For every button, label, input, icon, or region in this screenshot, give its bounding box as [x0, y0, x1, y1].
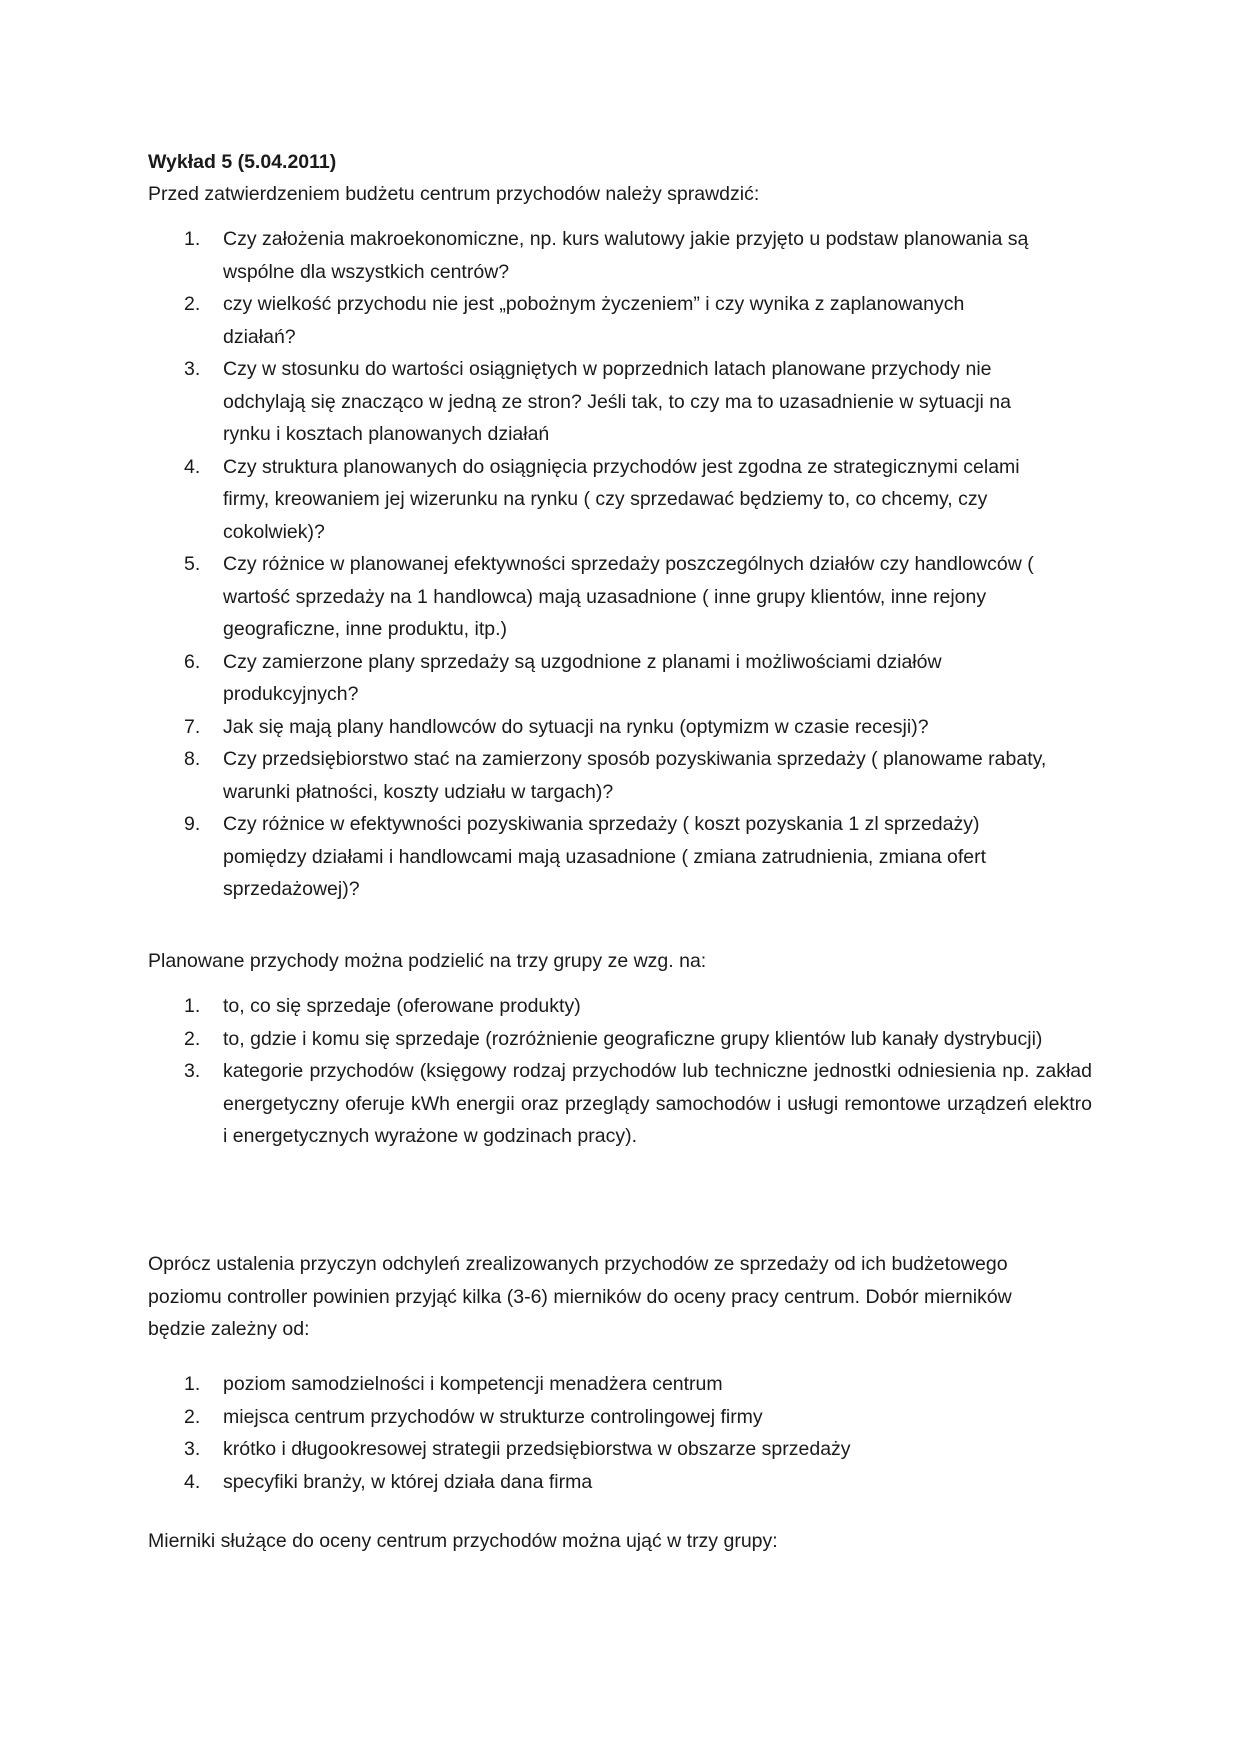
- list-item: 9. Czy różnice w efektywności pozyskiwania sprzedaży ( koszt pozyskania 1 zl sprzedaży) pomiędzy działami i handlowcami mają uzasadnione ( zmiana zatrudnienia, zmiana ofert sprzedażowej)?: [184, 813, 987, 900]
- groups-paragraph: Planowane przychody można podzielić na trzy grupy ze wzg. na:: [148, 950, 707, 972]
- list-item-text: Czy w stosunku do wartości osiągniętych w poprzednich latach planowane przychody nie odchylają się znacząco w jedną ze stron? Jeśli tak, to czy ma to uzasadnienie w sytuacji na rynku i kosztach planowanych działań: [223, 358, 1011, 445]
- list-item: 3. Czy w stosunku do wartości osiągniętych w poprzednich latach planowane przychody nie odchylają się znacząco w jedną ze stron? Jeśli tak, to czy ma to uzasadnienie w sytuacji na rynku i kosztach planowanych działań: [184, 358, 1011, 445]
- list-item: 6. Czy zamierzone plany sprzedaży są uzgodnione z planami i możliwościami działów produkcyjnych?: [184, 650, 942, 705]
- list-item: 1. to, co się sprzedaje (oferowane produkty): [184, 995, 581, 1017]
- list-item-text: miejsca centrum przychodów w strukturze controlingowej firmy: [223, 1405, 763, 1428]
- list-item: 3. krótko i długookresowej strategii przedsiębiorstwa w obszarze sprzedaży: [184, 1438, 851, 1460]
- list-item: 7. Jak się mają plany handlowców do sytuacji na rynku (optymizm w czasie recesji)?: [184, 715, 929, 738]
- list-item: 2. to, gdzie i komu się sprzedaje (rozróżnienie geograficzne grupy klientów lub kanały dystrybucji): [184, 1027, 1043, 1050]
- list-item: 8. Czy przedsiębiorstwo stać na zamierzony sposób pozyskiwania sprzedaży ( planowame rabaty, warunki płatności, koszty udziału w targach)?: [184, 748, 1047, 803]
- list-item-text: Czy struktura planowanych do osiągnięcia przychodów jest zgodna ze strategicznymi celami firmy, kreowaniem jej wizerunku na rynku ( czy sprzedawać będziemy to, co chcemy, czy cokolwiek)?: [223, 455, 1020, 543]
- list-item-text: poziom samodzielności i kompetencji menadżera centrum: [223, 1373, 723, 1395]
- list-item-text: Czy zamierzone plany sprzedaży są uzgodnione z planami i możliwościami działów produkcyjnych?: [223, 650, 942, 705]
- list-item-text: Czy różnice w efektywności pozyskiwania sprzedaży ( koszt pozyskania 1 zl sprzedaży) pomiędzy działami i handlowcami mają uzasadnione ( zmiana zatrudnienia, zmiana ofert sprzedażowej)?: [223, 813, 987, 900]
- list-item-text: czy wielkość przychodu nie jest „pobożnym życzeniem” i czy wynika z zaplanowanych działań?: [223, 293, 965, 348]
- intro-paragraph: Przed zatwierdzeniem budżetu centrum przychodów należy sprawdzić:: [148, 183, 760, 205]
- list-item: 3. kategorie przychodów (księgowy rodzaj przychodów lub techniczne jednostki odniesienia np. zakład energetyczny oferuje kWh energii oraz przeglądy samochodów i usługi remontowe urządzeń elektro i energetycznych wyrażone w godzinach pracy).: [184, 1060, 1092, 1147]
- list-item-text: kategorie przychodów (księgowy rodzaj przychodów lub techniczne jednostki odniesienia np. zakład energetyczny oferuje kWh energii oraz przeglądy samochodów i usługi remontowe urządzeń elektro i energetycznych wyrażone w godzinach pracy).: [223, 1060, 1092, 1147]
- checklist-list: [148, 223, 1092, 906]
- list-item-text: Czy przedsiębiorstwo stać na zamierzony sposób pozyskiwania sprzedaży ( planowame rabaty, warunki płatności, koszty udziału w targach)?: [223, 748, 1047, 803]
- list-item-text: to, co się sprzedaje (oferowane produkty): [223, 995, 581, 1017]
- document-page: [148, 0, 1092, 1754]
- list-item-text: krótko i długookresowej strategii przedsiębiorstwa w obszarze sprzedaży: [223, 1438, 851, 1460]
- list-item: 1. poziom samodzielności i kompetencji menadżera centrum: [184, 1373, 723, 1395]
- list-item-text: Czy różnice w planowanej efektywności sprzedaży poszczególnych działów czy handlowców ( wartość sprzedaży na 1 handlowca) mają uzasadnione ( inne grupy klientów, inne rejony geograficzne, inne produktu, itp.): [223, 553, 1034, 640]
- list-item: 4. specyfiki branży, w której działa dana firma: [184, 1470, 593, 1493]
- list-item: 4. Czy struktura planowanych do osiągnięcia przychodów jest zgodna ze strategicznymi celami firmy, kreowaniem jej wizerunku na rynku ( czy sprzedawać będziemy to, co chcemy, czy cokolwiek)?: [184, 455, 1020, 543]
- list-item: 2. czy wielkość przychodu nie jest „pobożnym życzeniem” i czy wynika z zaplanowanych działań?: [184, 293, 965, 348]
- metrics-factors-list: [148, 1368, 1092, 1498]
- controller-paragraph: Oprócz ustalenia przyczyn odchyleń zrealizowanych przychodów ze sprzedaży od ich budżetowego poziomu controller powinien przyjąć kilka (3-6) mierników do oceny pracy centrum. Dobór mierników będzie zależny od:: [148, 1253, 1012, 1340]
- list-item: 2. miejsca centrum przychodów w strukturze controlingowej firmy: [184, 1405, 763, 1428]
- list-item-text: to, gdzie i komu się sprzedaje (rozróżnienie geograficzne grupy klientów lub kanały dystrybucji): [223, 1027, 1043, 1050]
- list-item-text: Czy założenia makroekonomiczne, np. kurs walutowy jakie przyjęto u podstaw planowania są wspólne dla wszystkich centrów?: [223, 228, 1029, 283]
- lecture-title: Wykład 5 (5.04.2011): [148, 151, 337, 173]
- list-item: 1. Czy założenia makroekonomiczne, np. kurs walutowy jakie przyjęto u podstaw planowania są wspólne dla wszystkich centrów?: [184, 228, 1029, 283]
- list-item-text: specyfiki branży, w której działa dana firma: [223, 1470, 593, 1493]
- metrics-groups-paragraph: Mierniki służące do oceny centrum przychodów można ująć w trzy grupy:: [148, 1530, 778, 1552]
- revenue-groups-list: [148, 990, 1092, 1153]
- list-item: 5. Czy różnice w planowanej efektywności sprzedaży poszczególnych działów czy handlowców ( wartość sprzedaży na 1 handlowca) mają uzasadnione ( inne grupy klientów, inne rejony geograficzne, inne produktu, itp.): [184, 553, 1034, 640]
- list-item-text: Jak się mają plany handlowców do sytuacji na rynku (optymizm w czasie recesji)?: [223, 715, 929, 738]
